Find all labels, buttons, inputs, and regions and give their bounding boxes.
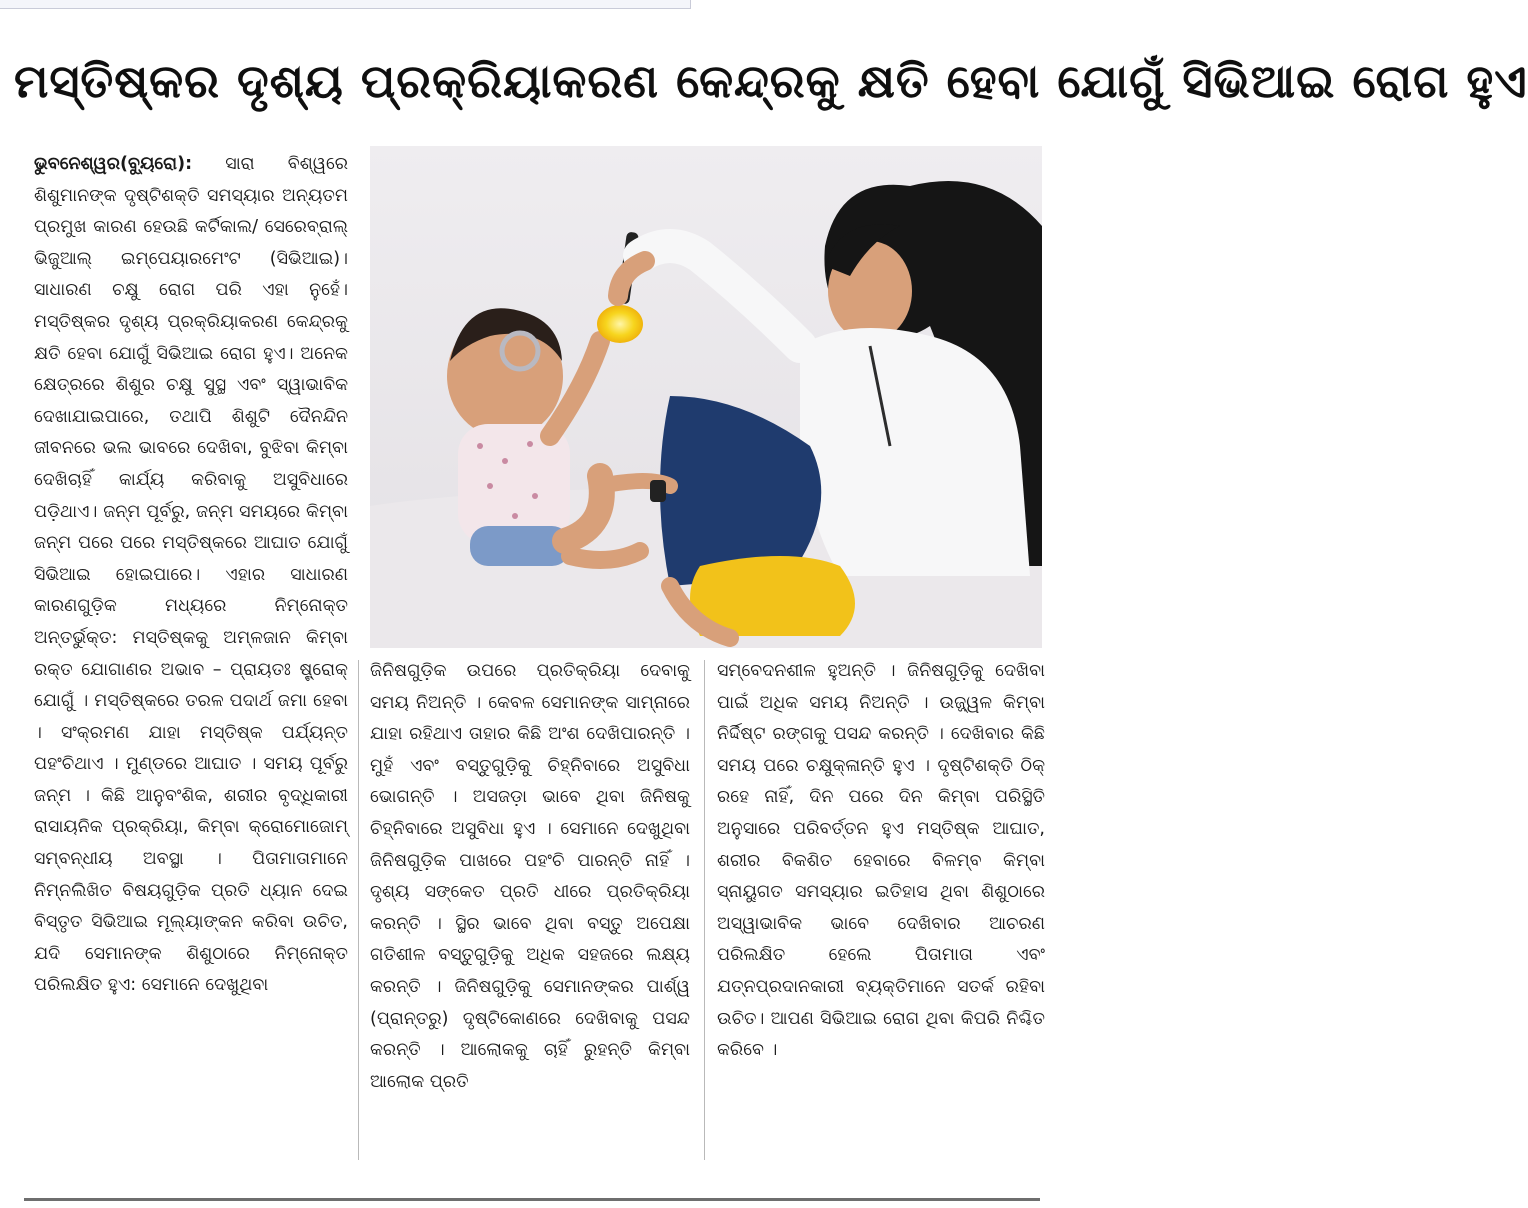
- column-divider: [358, 660, 359, 1160]
- article-column-2: ଜିନିଷଗୁଡ଼ିକ ଉପରେ ପ୍ରତିକ୍ରିୟା ଦେବାକୁ ସମୟ ନିଅନ୍ତି । କେବଳ ସେମାନଙ୍କ ସାମ୍ନାରେ ଯାହା ରହିଥାଏ ତାହାର କିଛି ଅଂଶ ଦେଖିପାରନ୍ତି । ମୁହଁ ଏବଂ ବସ୍ତୁଗୁଡ଼ିକୁ ଚିହ୍ନିବାରେ ଅସୁବିଧା ଭୋଗନ୍ତି । ଅସଜଡ଼ା ଭାବେ ଥିବା ଜିନିଷକୁ ଚିହ୍ନିବାରେ ଅସୁବିଧା ହୁଏ । ସେମାନେ ଦେଖୁଥିବା ଜିନିଷଗୁଡ଼ିକ ପାଖରେ ପହଂଚି ପାରନ୍ତି ନାହିଁ । ଦୃଶ୍ୟ ସଙ୍କେତ ପ୍ରତି ଧୀରେ ପ୍ରତିକ୍ରିୟା କରନ୍ତି । ସ୍ଥିର ଭାବେ ଥିବା ବସ୍ତୁ ଅପେକ୍ଷା ଗତିଶୀଳ ବସ୍ତୁଗୁଡ଼ିକୁ ଅଧିକ ସହଜରେ ଲକ୍ଷ୍ୟ କରନ୍ତି । ଜିନିଷଗୁଡ଼ିକୁ ସେମାନଙ୍କର ପାର୍ଶ୍ୱ (ପ୍ରାନ୍ତରୁ) ଦୃଷ୍ଟିକୋଣରେ ଦେଖିବାକୁ ପସନ୍ଦ କରନ୍ତି । ଆଲୋକକୁ ଚାହିଁ ରୁହନ୍ତି କିମ୍ବା ଆଲୋକ ପ୍ରତି: [370, 661, 690, 1092]
- column-1-text: ସାରା ବିଶ୍ୱରେ ଶିଶୁମାନଙ୍କ ଦୃଷ୍ଟିଶକ୍ତି ସମସ୍ୟାର ଅନ୍ୟତମ ପ୍ରମୁଖ କାରଣ ହେଉଛି କର୍ଟିକାଲ/ ସେରେବ୍ରାଲ୍ ଭିଜୁଆଲ୍ ଇମ୍ପେୟାରମେଂଟ (ସିଭିଆଇ)। ସାଧାରଣ ଚକ୍ଷୁ ରୋଗ ପରି ଏହା ନୁହେଁ। ମସ୍ତିଷ୍କର ଦୃଶ୍ୟ ପ୍ରକ୍ରିୟାକରଣ କେନ୍ଦ୍ରକୁ କ୍ଷତି ହେବା ଯୋଗୁଁ ସିଭିଆଇ ରୋଗ ହୁଏ। ଅନେକ କ୍ଷେତ୍ରରେ ଶିଶୁର ଚକ୍ଷୁ ସୁସ୍ଥ ଏବଂ ସ୍ୱାଭାବିକ ଦେଖାଯାଇପାରେ, ତଥାପି ଶିଶୁଟି ଦୈନନ୍ଦିନ ଜୀବନରେ ଭଲ ଭାବରେ ଦେଖିବା, ବୁଝିବା କିମ୍ବା ଦେଖିଚାହିଁ କାର୍ଯ୍ୟ କରିବାକୁ ଅସୁବିଧାରେ ପଡ଼ିଥାଏ। ଜନ୍ମ ପୂର୍ବରୁ, ଜନ୍ମ ସମୟରେ କିମ୍ବା ଜନ୍ମ ପରେ ପରେ ମସ୍ତିଷ୍କରେ ଆଘାତ ଯୋଗୁଁ ସିଭିଆଇ ହୋଇପାରେ। ଏହାର ସାଧାରଣ କାରଣଗୁଡ଼ିକ ମଧ୍ୟରେ ନିମ୍ନୋକ୍ତ ଅନ୍ତର୍ଭୁକ୍ତ: ମସ୍ତିଷ୍କକୁ ଅମ୍ଳଜାନ କିମ୍ବା ରକ୍ତ ଯୋଗାଣର ଅଭାବ – ପ୍ରାୟତଃ ଷ୍ଟ୍ରୋକ୍ ଯୋଗୁଁ । ମସ୍ତିଷ୍କରେ ତରଳ ପଦାର୍ଥ ଜମା ହେବା । ସଂକ୍ରମଣ ଯାହା ମସ୍ତିଷ୍କ ପର୍ଯ୍ୟନ୍ତ ପହଂଚିଥାଏ । ମୁଣ୍ଡରେ ଆଘାତ । ସମୟ ପୂର୍ବରୁ ଜନ୍ମ । କିଛି ଆନୁବଂଶିକ, ଶରୀର ବୃଦ୍ଧିକାରୀ ରାସାୟନିକ ପ୍ରକ୍ରିୟା, କିମ୍ବା କ୍ରୋମୋଜୋମ୍ ସମ୍ବନ୍ଧୀୟ ଅବସ୍ଥା । ପିତାମାତାମାନେ ନିମ୍ନଲିଖିତ ବିଷୟଗୁଡ଼ିକ ପ୍ରତି ଧ୍ୟାନ ଦେଇ ବିସ୍ତୃତ ସିଭିଆଇ ମୂଲ୍ୟାଙ୍କନ କରିବା ଉଚିତ, ଯଦି ସେମାନଙ୍କ ଶିଶୁଠାରେ ନିମ୍ନୋକ୍ତ ପରିଲକ୍ଷିତ ହୁଏ: ସେମାନେ ଦେଖୁଥିବା: [34, 154, 348, 996]
- article-column-3: ସମ୍ବେଦନଶୀଳ ହୁଅନ୍ତି । ଜିନିଷଗୁଡ଼ିକୁ ଦେଖିବା ପାଇଁ ଅଧିକ ସମୟ ନିଅନ୍ତି । ଉଜ୍ଜ୍ୱଳ କିମ୍ବା ନିର୍ଦ୍ଦିଷ୍ଟ ରଙ୍ଗକୁ ପସନ୍ଦ କରନ୍ତି । ଦେଖିବାର କିଛି ସମୟ ପରେ ଚକ୍ଷୁକ୍ଳାନ୍ତି ହୁଏ । ଦୃଷ୍ଟିଶକ୍ତି ଠିକ୍ ରହେ ନାହିଁ, ଦିନ ପରେ ଦିନ କିମ୍ବା ପରିସ୍ଥିତି ଅନୁସାରେ ପରିବର୍ତ୍ତନ ହୁଏ ମସ୍ତିଷ୍କ ଆଘାତ, ଶରୀର ବିକଶିତ ହେବାରେ ବିଳମ୍ବ କିମ୍ବା ସ୍ନାୟୁଗତ ସମସ୍ୟାର ଇତିହାସ ଥିବା ଶିଶୁଠାରେ ଅସ୍ୱାଭାବିକ ଭାବେ ଦେଖିବାର ଆଚରଣ ପରିଲକ୍ଷିତ ହେଲେ ପିତାମାତା ଏବଂ ଯତ୍ନପ୍ରଦାନକାରୀ ବ୍ୟକ୍ତିମାନେ ସତର୍କ ରହିବା ଉଚିତ। ଆପଣ ସିଭିଆଇ ରୋଗ ଥିବା କିପରି ନିଶ୍ଚିତ କରିବେ ।: [717, 661, 1045, 1061]
- photo-illustration: [370, 146, 1042, 648]
- previous-article-strip: [0, 0, 691, 9]
- article-photo: [370, 146, 1042, 648]
- bottom-rule: [24, 1198, 1040, 1201]
- article-column-1: [34, 149, 348, 1002]
- dateline: ଭୁବନେଶ୍ୱର(ବ୍ୟୁରୋ):: [34, 154, 193, 174]
- column-divider: [704, 660, 705, 1160]
- article-headline: ମସ୍ତିଷ୍କର ଦୃଶ୍ୟ ପ୍ରକ୍ରିୟାକରଣ କେନ୍ଦ୍ରକୁ କ୍ଷତି ହେବା ଯୋଗୁଁ ସିଭିଆଇ ରୋଗ ହୁଏ: [14, 54, 1528, 108]
